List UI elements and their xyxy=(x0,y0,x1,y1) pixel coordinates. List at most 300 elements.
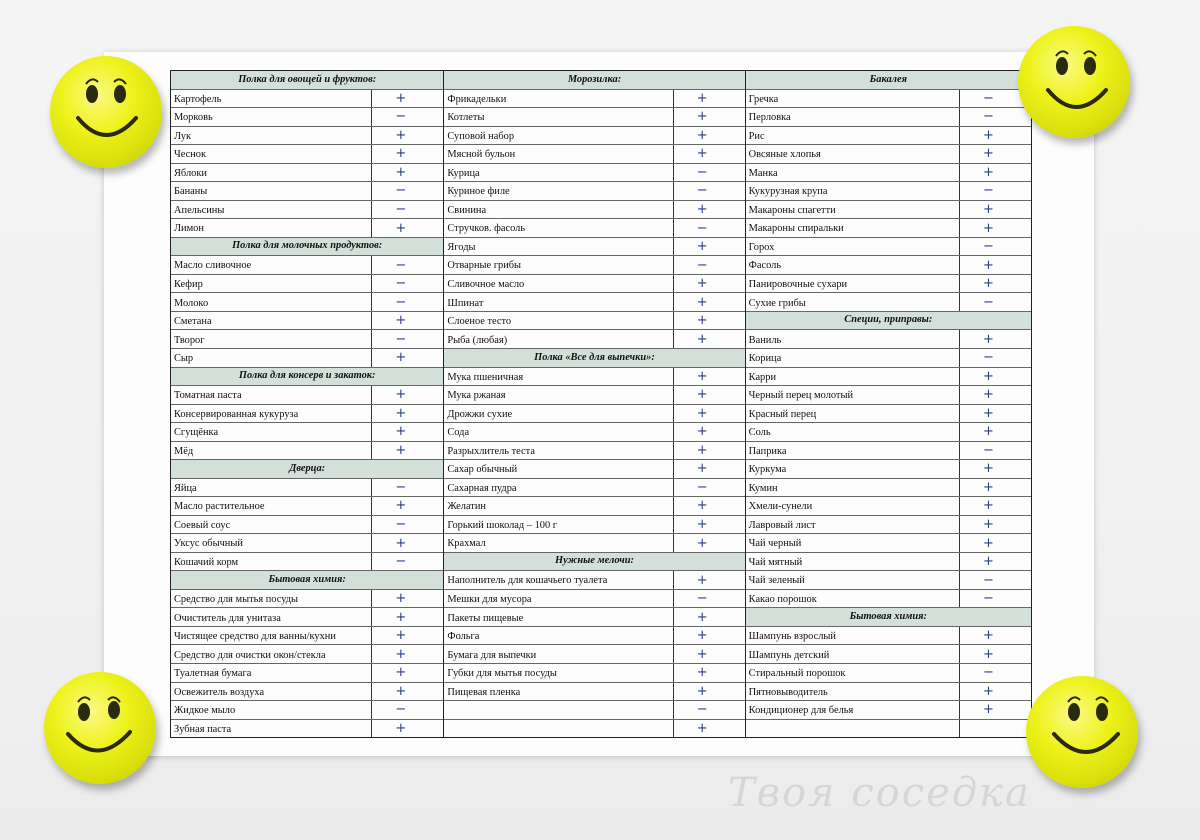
section-header xyxy=(171,71,443,90)
checklist-row xyxy=(746,405,1031,424)
checklist-row xyxy=(746,553,1031,572)
handwritten-mark: + xyxy=(959,701,1031,719)
section-header xyxy=(171,571,443,590)
checklist-row xyxy=(746,701,1031,720)
checklist-row xyxy=(171,479,443,498)
item-name: Ягоды xyxy=(447,241,476,253)
checklist-row xyxy=(444,108,744,127)
handwritten-mark: + xyxy=(959,405,1031,423)
handwritten-mark: + xyxy=(959,275,1031,293)
item-name: Горох xyxy=(748,241,775,253)
item-name: Жидкое мыло xyxy=(174,705,236,717)
checklist-row xyxy=(171,590,443,609)
item-name: Бананы xyxy=(174,186,208,198)
checklist-row xyxy=(171,275,443,294)
checklist-row xyxy=(746,460,1031,479)
checklist-row xyxy=(444,275,744,294)
checklist-row xyxy=(746,90,1031,109)
handwritten-mark: − xyxy=(371,275,443,293)
section-title: Полка для овощей и фруктов: xyxy=(238,73,377,85)
checklist-row xyxy=(171,442,443,461)
checklist-row xyxy=(444,312,744,331)
handwritten-mark: − xyxy=(959,182,1031,200)
handwritten-mark: + xyxy=(673,238,745,256)
item-name: Бумага для выпечки xyxy=(447,649,537,661)
handwritten-mark: + xyxy=(673,330,745,348)
handwritten-mark: + xyxy=(371,534,443,552)
checklist-row xyxy=(171,664,443,683)
item-name: Масло растительное xyxy=(174,501,265,513)
handwritten-mark: + xyxy=(371,405,443,423)
checklist-row xyxy=(746,479,1031,498)
checklist-column-2 xyxy=(444,71,745,737)
checklist-row xyxy=(746,145,1031,164)
item-name: Манка xyxy=(748,167,778,179)
item-name: Зубная паста xyxy=(174,723,232,735)
checklist-row xyxy=(746,423,1031,442)
item-name: Черный перец молотый xyxy=(748,390,854,402)
item-name: Курица xyxy=(447,167,480,179)
item-name: Лимон xyxy=(174,223,204,235)
checklist-row xyxy=(171,720,443,738)
handwritten-mark: − xyxy=(673,590,745,608)
item-name: Макароны спиральки xyxy=(748,223,844,235)
checklist-row xyxy=(746,386,1031,405)
checklist-row xyxy=(746,664,1031,683)
section-title: Бакалея xyxy=(869,73,907,85)
handwritten-mark: − xyxy=(959,349,1031,367)
smiley-magnet-bottom-right xyxy=(1026,676,1138,788)
checklist-row xyxy=(171,405,443,424)
section-title: Морозилка: xyxy=(567,73,622,85)
handwritten-mark: + xyxy=(673,275,745,293)
handwritten-mark: + xyxy=(959,516,1031,534)
handwritten-mark: + xyxy=(673,201,745,219)
smiley-magnet-bottom-left xyxy=(44,672,156,784)
item-name: Шпинат xyxy=(447,297,484,309)
item-name: Сгущёнка xyxy=(174,427,219,439)
checklist-row xyxy=(171,683,443,702)
item-name: Освежитель воздуха xyxy=(174,686,265,698)
handwritten-mark: − xyxy=(371,201,443,219)
checklist-row xyxy=(444,627,744,646)
checklist-row xyxy=(171,145,443,164)
handwritten-mark: + xyxy=(371,145,443,163)
item-name: Мешки для мусора xyxy=(447,594,532,605)
item-name: Корица xyxy=(748,353,782,365)
item-name: Разрыхлитель теста xyxy=(447,445,535,457)
item-name: Яйца xyxy=(174,482,197,494)
checklist-row xyxy=(746,516,1031,535)
handwritten-mark: − xyxy=(371,256,443,274)
checklist-row xyxy=(171,608,443,627)
item-name: Хмели-сунели xyxy=(748,501,813,513)
item-name: Сахарная пудра xyxy=(447,482,517,494)
item-name: Фрикадельки xyxy=(447,93,507,105)
item-name: Фольга xyxy=(447,631,480,643)
checklist-column-3 xyxy=(746,71,1031,737)
section-header xyxy=(444,349,744,368)
checklist-row xyxy=(746,108,1031,127)
checklist-row xyxy=(746,256,1031,275)
item-name: Куриное филе xyxy=(447,186,510,198)
smiley-magnet-top-right xyxy=(1018,26,1130,138)
handwritten-mark: + xyxy=(959,534,1031,552)
handwritten-mark: + xyxy=(673,460,745,478)
checklist-row xyxy=(746,293,1031,312)
checklist-row xyxy=(171,90,443,109)
item-name: Туалетная бумага xyxy=(174,668,252,680)
section-header xyxy=(746,71,1031,90)
handwritten-mark: − xyxy=(371,479,443,497)
checklist-row xyxy=(746,645,1031,664)
item-name: Панировочные сухари xyxy=(748,278,848,290)
handwritten-mark: + xyxy=(371,608,443,626)
handwritten-mark: − xyxy=(673,256,745,274)
section-header xyxy=(444,71,744,90)
handwritten-mark: + xyxy=(371,590,443,608)
item-name: Мёд xyxy=(174,445,194,457)
checklist-row xyxy=(444,238,744,257)
checklist-row xyxy=(171,201,443,220)
checklist-row xyxy=(746,534,1031,553)
paper-sheet xyxy=(104,52,1094,756)
item-name: Желатин xyxy=(447,501,486,513)
item-name: Средство для мытья посуды xyxy=(174,594,299,605)
section-header xyxy=(171,238,443,257)
item-name: Стручков. фасоль xyxy=(447,223,526,235)
handwritten-mark: + xyxy=(673,571,745,589)
handwritten-mark: + xyxy=(959,479,1031,497)
item-name: Творог xyxy=(174,334,205,346)
item-name: Сахар обычный xyxy=(447,464,518,476)
item-name: Мясной бульон xyxy=(447,149,516,161)
item-name: Ваниль xyxy=(748,334,782,346)
checklist-row xyxy=(746,442,1031,461)
item-name: Котлеты xyxy=(447,112,485,124)
smiley-face-icon xyxy=(1026,676,1138,788)
item-name: Гречка xyxy=(748,93,779,105)
item-name: Яблоки xyxy=(174,167,207,179)
handwritten-mark: + xyxy=(673,386,745,404)
checklist-row xyxy=(171,312,443,331)
checklist-row xyxy=(444,442,744,461)
handwritten-mark: + xyxy=(959,219,1031,237)
item-name: Губки для мытья посуды xyxy=(447,668,557,680)
section-title: Дверца: xyxy=(289,462,326,474)
checklist-row xyxy=(444,90,744,109)
checklist-row xyxy=(444,219,744,238)
checklist-row xyxy=(444,423,744,442)
checklist-row xyxy=(171,553,443,572)
checklist-row xyxy=(444,256,744,275)
checklist-row xyxy=(746,368,1031,387)
item-name: Масло сливочное xyxy=(174,260,252,272)
section-title: Полка «Все для выпечки»: xyxy=(534,351,655,363)
item-name: Средство для очистки окон/стекла xyxy=(174,649,326,661)
handwritten-mark: + xyxy=(371,164,443,182)
checklist-row xyxy=(444,590,744,609)
section-title: Полка для консерв и закаток: xyxy=(238,370,376,382)
item-name: Карри xyxy=(748,371,777,383)
item-name xyxy=(746,720,959,738)
item-name: Чистящее средство для ванны/кухни xyxy=(174,631,336,643)
handwritten-mark: + xyxy=(371,627,443,645)
checklist-row xyxy=(746,164,1031,183)
item-name: Сметана xyxy=(174,316,212,328)
checklist-row xyxy=(171,627,443,646)
handwritten-mark: + xyxy=(959,460,1031,478)
item-name: Чеснок xyxy=(174,149,207,161)
checklist-row xyxy=(171,256,443,275)
checklist-row xyxy=(444,182,744,201)
checklist-row xyxy=(746,349,1031,368)
item-name: Пакеты пищевые xyxy=(447,612,524,624)
checklist-row xyxy=(171,701,443,720)
checklist-row xyxy=(444,664,744,683)
item-name: Консервированная кукуруза xyxy=(174,408,299,420)
item-name xyxy=(444,720,672,738)
item-name: Мука ржаная xyxy=(447,390,506,402)
checklist-row xyxy=(746,590,1031,609)
handwritten-mark: + xyxy=(371,349,443,367)
handwritten-mark: − xyxy=(959,108,1031,126)
item-name: Перловка xyxy=(748,112,791,124)
item-name: Свинина xyxy=(447,204,487,216)
handwritten-mark: + xyxy=(673,516,745,534)
item-name: Красный перец xyxy=(748,408,817,420)
handwritten-mark: + xyxy=(673,664,745,682)
handwritten-mark: − xyxy=(371,293,443,311)
checklist-row xyxy=(746,219,1031,238)
item-name: Лавровый лист xyxy=(748,519,816,531)
checklist-row xyxy=(171,497,443,516)
handwritten-mark: − xyxy=(371,108,443,126)
handwritten-mark: + xyxy=(959,145,1031,163)
handwritten-mark: + xyxy=(959,553,1031,571)
item-name: Горький шоколад – 100 г xyxy=(447,519,558,531)
handwritten-mark: + xyxy=(371,127,443,145)
handwritten-mark: + xyxy=(673,368,745,386)
handwritten-mark: + xyxy=(673,423,745,441)
handwritten-mark: + xyxy=(673,608,745,626)
smiley-face-icon xyxy=(44,672,156,784)
section-title: Бытовая химия: xyxy=(849,610,927,622)
item-name: Сухие грибы xyxy=(748,297,806,309)
checklist-row xyxy=(444,405,744,424)
item-name: Сливочное масло xyxy=(447,278,525,290)
item-name: Шампунь взрослый xyxy=(748,631,836,643)
item-name: Апельсины xyxy=(174,204,225,216)
handwritten-mark: − xyxy=(959,238,1031,256)
item-name: Фасоль xyxy=(748,260,782,272)
section-title: Нужные мелочи: xyxy=(555,555,634,567)
handwritten-mark: + xyxy=(371,683,443,701)
handwritten-mark: + xyxy=(673,405,745,423)
item-name: Пятновыводитель xyxy=(748,686,828,698)
section-header xyxy=(746,312,1031,331)
checklist-row xyxy=(746,683,1031,702)
handwritten-mark: − xyxy=(371,330,443,348)
item-name: Сода xyxy=(447,427,470,439)
handwritten-mark: + xyxy=(371,386,443,404)
section-header xyxy=(171,460,443,479)
handwritten-mark: + xyxy=(959,423,1031,441)
item-name: Суповой набор xyxy=(447,130,515,142)
handwritten-mark: + xyxy=(371,664,443,682)
watermark-text: Твоя соседка xyxy=(728,770,1031,816)
checklist-row xyxy=(746,571,1031,590)
handwritten-mark: − xyxy=(959,90,1031,108)
item-name: Куркума xyxy=(748,464,787,476)
handwritten-mark: − xyxy=(371,701,443,719)
item-name: Какао порошок xyxy=(748,594,817,605)
item-name: Дрожжи сухие xyxy=(447,408,513,420)
handwritten-mark: + xyxy=(371,720,443,738)
checklist-row xyxy=(746,182,1031,201)
checklist-row xyxy=(444,201,744,220)
handwritten-mark: + xyxy=(673,90,745,108)
item-name: Овсяные хлопья xyxy=(748,149,821,161)
handwritten-mark: − xyxy=(371,516,443,534)
checklist-row xyxy=(746,720,1031,738)
handwritten-mark: + xyxy=(371,219,443,237)
item-name: Кошачий корм xyxy=(174,556,239,568)
checklist-row xyxy=(746,238,1031,257)
handwritten-mark: + xyxy=(959,683,1031,701)
handwritten-mark: + xyxy=(959,368,1031,386)
item-name: Слоеное тесто xyxy=(447,316,512,328)
handwritten-mark xyxy=(959,720,1031,738)
handwritten-mark: − xyxy=(673,164,745,182)
item-name: Наполнитель для кошачьего туалета xyxy=(447,575,608,587)
item-name: Уксус обычный xyxy=(174,538,243,550)
handwritten-mark: + xyxy=(959,386,1031,404)
checklist-row xyxy=(171,645,443,664)
checklist-row xyxy=(444,497,744,516)
handwritten-mark: − xyxy=(959,590,1031,608)
item-name: Морковь xyxy=(174,112,213,124)
handwritten-mark: + xyxy=(959,164,1031,182)
handwritten-mark: − xyxy=(673,701,745,719)
handwritten-mark: − xyxy=(959,571,1031,589)
checklist-row xyxy=(444,460,744,479)
item-name xyxy=(444,701,672,719)
section-header xyxy=(746,608,1031,627)
item-name: Макароны спагетти xyxy=(748,204,836,216)
item-name: Кефир xyxy=(174,278,203,290)
checklist-row xyxy=(746,201,1031,220)
item-name: Соль xyxy=(748,427,771,439)
item-name: Рыба (любая) xyxy=(447,334,508,346)
item-name: Чай черный xyxy=(748,538,802,550)
checklist-row xyxy=(171,219,443,238)
handwritten-mark: − xyxy=(959,293,1031,311)
handwritten-mark: + xyxy=(959,201,1031,219)
handwritten-mark: + xyxy=(673,627,745,645)
handwritten-mark: − xyxy=(371,553,443,571)
section-header xyxy=(444,553,744,572)
item-name: Томатная паста xyxy=(174,390,242,402)
checklist-row xyxy=(444,386,744,405)
item-name: Пищевая пленка xyxy=(447,686,521,698)
checklist-row xyxy=(444,534,744,553)
handwritten-mark: − xyxy=(959,664,1031,682)
smiley-face-icon xyxy=(50,56,162,168)
item-name: Чай мятный xyxy=(748,556,803,568)
handwritten-mark: + xyxy=(673,534,745,552)
handwritten-mark: + xyxy=(371,442,443,460)
checklist-row xyxy=(171,182,443,201)
checklist-row xyxy=(444,145,744,164)
item-name: Соевый соус xyxy=(174,519,231,531)
handwritten-mark: − xyxy=(673,219,745,237)
item-name: Сыр xyxy=(174,353,194,365)
checklist-row xyxy=(444,368,744,387)
item-name: Кумин xyxy=(748,482,778,494)
item-name: Лук xyxy=(174,130,192,142)
item-name: Шампунь детский xyxy=(748,649,830,661)
checklist-row xyxy=(171,164,443,183)
item-name: Кукурузная крупа xyxy=(748,186,828,198)
handwritten-mark: + xyxy=(371,90,443,108)
checklist-row xyxy=(444,608,744,627)
checklist-row xyxy=(444,293,744,312)
item-name: Чай зеленый xyxy=(748,575,805,587)
checklist-row xyxy=(171,293,443,312)
handwritten-mark: + xyxy=(959,627,1031,645)
section-title: Специи, приправы: xyxy=(844,314,933,326)
checklist-row xyxy=(746,275,1031,294)
handwritten-mark: + xyxy=(673,442,745,460)
smiley-magnet-top-left xyxy=(50,56,162,168)
item-name: Крахмал xyxy=(447,538,486,550)
handwritten-mark: + xyxy=(959,645,1031,663)
section-title: Бытовая химия: xyxy=(268,573,346,585)
item-name: Стиральный порошок xyxy=(748,668,846,680)
handwritten-mark: + xyxy=(959,127,1031,145)
item-name: Рис xyxy=(748,130,765,142)
smiley-face-icon xyxy=(1018,26,1130,138)
item-name: Паприка xyxy=(748,445,787,457)
checklist-row xyxy=(746,330,1031,349)
checklist-row xyxy=(444,164,744,183)
item-name: Очиститель для унитаза xyxy=(174,612,281,624)
item-name: Отварные грибы xyxy=(447,260,522,272)
checklist-row xyxy=(171,108,443,127)
handwritten-mark: + xyxy=(959,497,1031,515)
section-header xyxy=(171,368,443,387)
checklist-column-1 xyxy=(171,71,444,737)
shopping-checklist-table xyxy=(170,70,1032,738)
handwritten-mark: − xyxy=(673,479,745,497)
handwritten-mark: + xyxy=(673,293,745,311)
checklist-row xyxy=(444,479,744,498)
handwritten-mark: + xyxy=(673,720,745,738)
checklist-row xyxy=(171,330,443,349)
handwritten-mark: − xyxy=(673,182,745,200)
checklist-row xyxy=(444,516,744,535)
handwritten-mark: − xyxy=(371,182,443,200)
handwritten-mark: + xyxy=(959,330,1031,348)
checklist-row xyxy=(746,627,1031,646)
handwritten-mark: + xyxy=(959,256,1031,274)
checklist-row xyxy=(444,645,744,664)
checklist-row xyxy=(171,349,443,368)
handwritten-mark: + xyxy=(371,312,443,330)
checklist-row xyxy=(444,720,744,738)
checklist-row xyxy=(444,571,744,590)
